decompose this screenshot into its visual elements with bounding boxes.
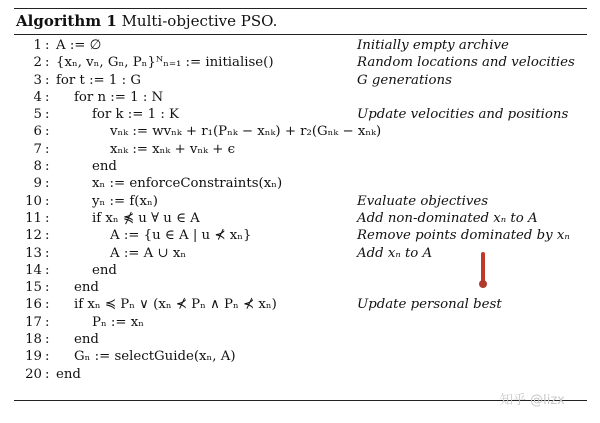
line-number: 6	[33, 124, 42, 140]
line-number: 4	[33, 89, 42, 105]
line-code: Pₙ := xₙ	[92, 314, 145, 330]
line-code: for k := 1 : K	[92, 107, 179, 123]
line-number: 5	[33, 107, 42, 123]
line-code: end	[74, 280, 99, 296]
line-comment: Initially empty archive	[357, 38, 509, 53]
line-number: 9	[33, 176, 42, 192]
algorithm-line: 4 : for n := 1 : N	[14, 89, 587, 106]
thermometer-icon	[479, 252, 487, 290]
algorithm-line: 18 : end	[14, 331, 587, 348]
line-number: 19	[25, 349, 42, 365]
line-number: 18	[25, 332, 42, 348]
line-number: 16	[25, 297, 42, 313]
line-code: Gₙ := selectGuide(xₙ, A)	[74, 349, 236, 365]
line-code: xₙ := enforceConstraints(xₙ)	[92, 176, 283, 192]
line-code: A := A ∪ xₙ	[110, 245, 187, 261]
algorithm-line: 16 : if xₙ ≼ Pₙ ∨ (xₙ ⊀ Pₙ ∧ Pₙ ⊀ xₙ) Update personal best	[14, 296, 587, 313]
line-code: for n := 1 : N	[74, 89, 164, 105]
line-code: end	[74, 332, 99, 348]
line-comment: Update velocities and positions	[357, 107, 569, 123]
line-code: end	[56, 366, 81, 382]
line-number: 7	[33, 141, 42, 157]
line-code: if xₙ ⋠ u ∀ u ∈ A	[92, 210, 200, 226]
algorithm-line: 5 : for k := 1 : K Update velocities and positions	[14, 106, 587, 123]
caption-rule	[14, 34, 587, 35]
line-number: 17	[25, 314, 42, 330]
algorithm-line: 17 : Pₙ := xₙ	[14, 314, 587, 331]
algorithm-line: 19 : Gₙ := selectGuide(xₙ, A)	[14, 348, 587, 365]
line-number: 12	[25, 228, 42, 244]
line-comment: Remove points dominated by xₙ	[357, 228, 570, 244]
line-code: if xₙ ≼ Pₙ ∨ (xₙ ⊀ Pₙ ∧ Pₙ ⊀ xₙ)	[74, 297, 277, 313]
caption-title: Multi-objective PSO.	[121, 12, 278, 30]
line-number: 20	[25, 366, 42, 382]
line-number: 8	[33, 159, 42, 175]
line-number: 3	[33, 72, 42, 88]
algorithm-lines	[14, 37, 587, 383]
algorithm-caption	[14, 9, 587, 31]
line-code: A := {u ∈ A | u ⊀ xₙ}	[110, 228, 252, 244]
line-code: vₙₖ := wvₙₖ + r₁(Pₙₖ − xₙₖ) + r₂(Gₙₖ − xₙₖ)	[110, 124, 382, 140]
line-number: 13	[25, 245, 42, 261]
line-number: 11	[25, 210, 42, 226]
algorithm-line: 15 : end	[14, 279, 587, 296]
algorithm-line: 1 : A := ∅ Initially empty archive	[14, 37, 587, 54]
algorithm-line: 3 : for t := 1 : G G generations	[14, 72, 587, 89]
algorithm-line: 8 : end	[14, 158, 587, 175]
algorithm-line: 9 : xₙ := enforceConstraints(xₙ)	[14, 175, 587, 192]
algorithm-line: 10 : yₙ := f(xₙ) Evaluate objectives	[14, 193, 587, 210]
algorithm-line: 13 : A := A ∪ xₙ Add xₙ to A	[14, 245, 587, 262]
line-number: 2	[33, 55, 42, 71]
line-code: A := ∅	[56, 38, 102, 53]
line-comment: Random locations and velocities	[357, 55, 575, 71]
line-code: {xₙ, vₙ, Gₙ, Pₙ}ᴺₙ₌₁ := initialise()	[56, 55, 274, 71]
line-comment: Add xₙ to A	[357, 245, 433, 261]
algorithm-line: 6 : vₙₖ := wvₙₖ + r₁(Pₙₖ − xₙₖ) + r₂(Gₙₖ − xₙₖ)	[14, 123, 587, 140]
line-code: end	[92, 159, 117, 175]
line-number: 14	[25, 262, 42, 278]
line-comment: Evaluate objectives	[357, 193, 489, 209]
algorithm-line: 11 : if xₙ ⋠ u ∀ u ∈ A Add non-dominated xₙ to A	[14, 210, 587, 227]
watermark: 知乎 @lizx	[500, 393, 565, 408]
line-code: yₙ := f(xₙ)	[92, 193, 158, 209]
algorithm-line: 12 : A := {u ∈ A | u ⊀ xₙ} Remove points dominated by xₙ	[14, 227, 587, 244]
caption-label: Algorithm 1	[16, 12, 117, 30]
algorithm-line: 14 : end	[14, 262, 587, 279]
line-number: 10	[25, 193, 42, 209]
algorithm-line: 2 : {xₙ, vₙ, Gₙ, Pₙ}ᴺₙ₌₁ := initialise() Random locations and velocities	[14, 54, 587, 71]
line-number: 1	[33, 38, 42, 53]
line-comment: Add non-dominated xₙ to A	[357, 210, 538, 226]
line-number: 15	[25, 280, 42, 296]
algorithm-line: 20 : end	[14, 366, 587, 383]
line-comment: Update personal best	[357, 297, 502, 313]
line-comment: G generations	[357, 72, 452, 88]
line-code: end	[92, 262, 117, 278]
line-code: xₙₖ := xₙₖ + vₙₖ + ϵ	[110, 141, 236, 157]
algorithm-line: 7 : xₙₖ := xₙₖ + vₙₖ + ϵ	[14, 141, 587, 158]
line-code: for t := 1 : G	[56, 72, 141, 88]
algorithm-box	[14, 8, 587, 383]
